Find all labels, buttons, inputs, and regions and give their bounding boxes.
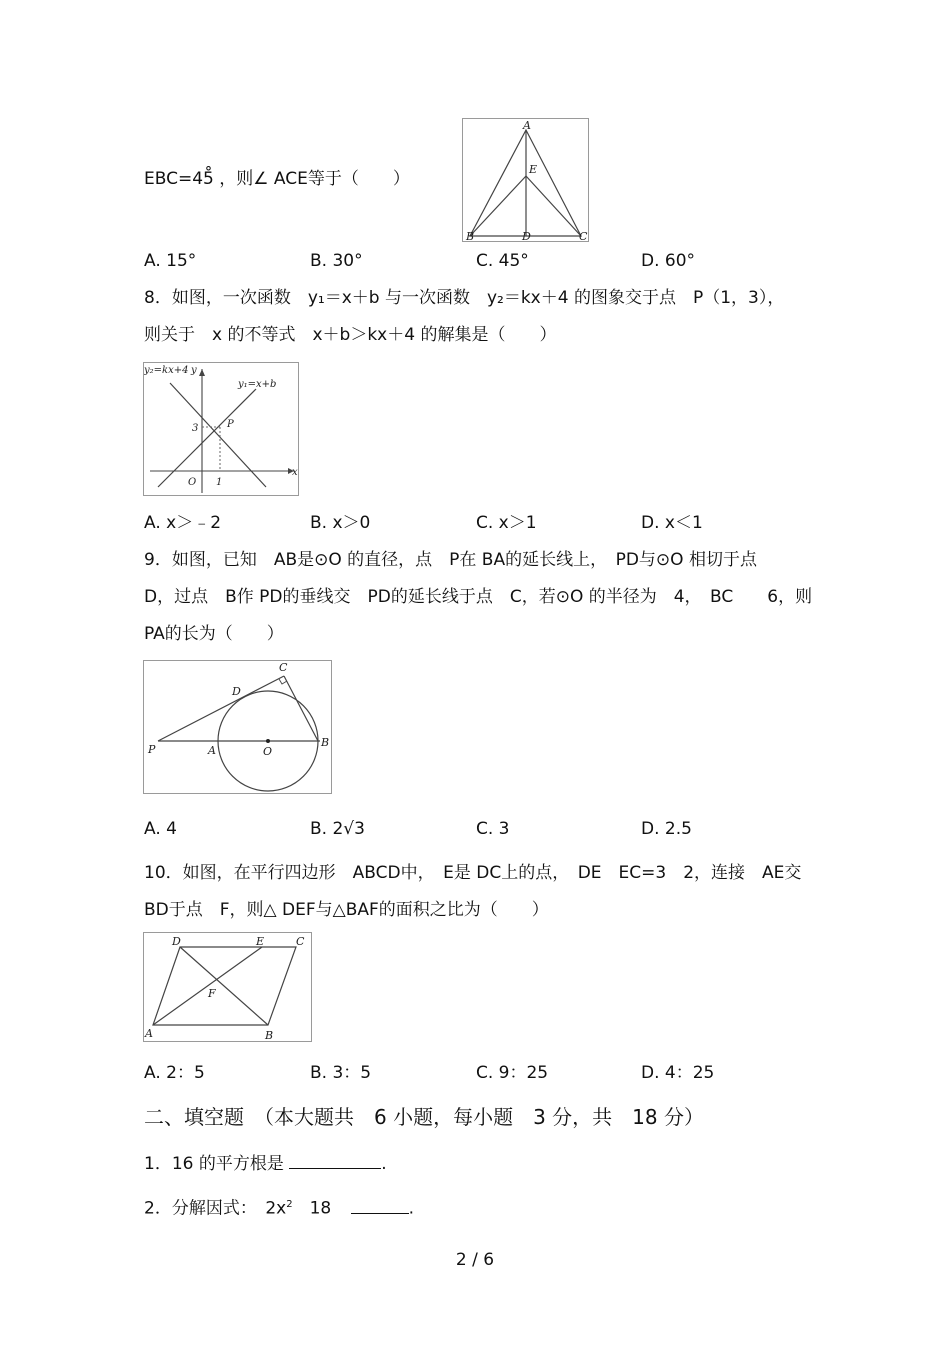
label-F: F xyxy=(208,987,216,1000)
label-O: O xyxy=(263,745,273,758)
q7-triangle-figure xyxy=(462,118,589,242)
fill-item-1-blank[interactable] xyxy=(289,1150,381,1169)
fill-item-1-text: 1．16 的平方根是 xyxy=(144,1154,284,1174)
label-D: D xyxy=(172,935,181,948)
label-P: P xyxy=(227,419,234,430)
label-D: D xyxy=(232,685,241,698)
label-A: A xyxy=(523,119,531,132)
label-C: C xyxy=(279,661,288,674)
q10-line-2: BD于点 F，则△ DEF与△BAF的面积之比为（ ） xyxy=(144,900,549,920)
label-C: C xyxy=(579,230,588,241)
label-B: B xyxy=(265,1029,274,1041)
q9-line-3: PA的长为（ ） xyxy=(144,624,284,644)
q7-option-b: B. 30° xyxy=(310,251,363,271)
q9-option-a: A. 4 xyxy=(144,819,177,839)
fill-item-1-period: . xyxy=(381,1154,387,1174)
label-D: D xyxy=(522,230,531,241)
label-E: E xyxy=(256,935,265,948)
q7-stem-tail: EBC=45̊ ，则∠ ACE等于（ ） xyxy=(144,169,410,189)
fill-item-1 xyxy=(144,1150,387,1175)
fill-item-2 xyxy=(144,1194,414,1220)
page-number: 2 / 6 xyxy=(455,1250,495,1270)
label-E: E xyxy=(529,163,538,176)
label-O: O xyxy=(188,477,197,488)
fill-item-2-tail: 18 xyxy=(292,1198,332,1219)
fill-item-2-exponent: 2 xyxy=(286,1199,293,1210)
label-A: A xyxy=(208,744,216,757)
q8-option-c: C. x＞1 xyxy=(476,513,537,533)
fill-item-2-text: 2．分解因式： 2x xyxy=(144,1198,287,1219)
q8-option-d: D. x＜1 xyxy=(641,513,703,533)
q9-line-2: D，过点 B作 PD的垂线交 PD的延长线于点 C，若⊙O 的半径为 4， BC 6，则 xyxy=(144,587,813,607)
fill-item-2-period: . xyxy=(408,1198,415,1219)
label-P: P xyxy=(148,743,156,756)
q8-option-b: B. x＞0 xyxy=(310,513,371,533)
q9-option-d: D. 2.5 xyxy=(641,819,692,839)
q10-line-1: 10．如图，在平行四边形 ABCD中， E是 DC上的点， DE EC=3 2，连接 AE交 xyxy=(144,863,802,883)
label-A: A xyxy=(145,1027,153,1040)
label-B: B xyxy=(321,736,330,749)
q9-option-c: C. 3 xyxy=(476,819,510,839)
q10-option-a: A. 2：5 xyxy=(144,1063,205,1083)
label-y-axis: y xyxy=(191,365,197,376)
q9-line-1: 9．如图，已知 AB是⊙O 的直径，点 P在 BA的延长线上， PD与⊙O 相切于点 xyxy=(144,550,757,570)
q7-option-d: D. 60° xyxy=(641,251,696,271)
q10-option-b: B. 3：5 xyxy=(310,1063,372,1083)
q9-option-b: B. 2√3 xyxy=(310,819,365,839)
label-x-axis: x xyxy=(292,467,298,478)
q10-option-c: C. 9：25 xyxy=(476,1063,549,1083)
label-B: B xyxy=(466,230,475,241)
q8-graph-figure xyxy=(143,362,299,496)
q10-option-d: D. 4：25 xyxy=(641,1063,715,1083)
label-y2: y₂=kx+4 xyxy=(144,365,189,376)
q9-circle-figure xyxy=(143,660,332,794)
q8-line-1: 8．如图，一次函数 y₁＝x＋b 与一次函数 y₂＝kx＋4 的图象交于点 P（1，3）， xyxy=(144,288,785,308)
q8-option-a: A. x＞﹣2 xyxy=(144,513,222,533)
label-1: 1 xyxy=(216,477,223,488)
section-heading: 二、填空题 （本大题共 6 小题，每小题 3 分，共 18 分） xyxy=(144,1105,704,1129)
fill-item-2-blank[interactable] xyxy=(351,1195,409,1214)
q7-option-a: A. 15° xyxy=(144,251,197,271)
label-y1: y₁=x+b xyxy=(238,379,277,390)
q8-line-2: 则关于 x 的不等式 x＋b＞kx＋4 的解集是（ ） xyxy=(144,325,557,345)
label-3: 3 xyxy=(192,423,199,434)
label-C: C xyxy=(296,935,305,948)
q10-parallelogram-figure xyxy=(143,932,312,1042)
q7-option-c: C. 45° xyxy=(476,251,529,271)
